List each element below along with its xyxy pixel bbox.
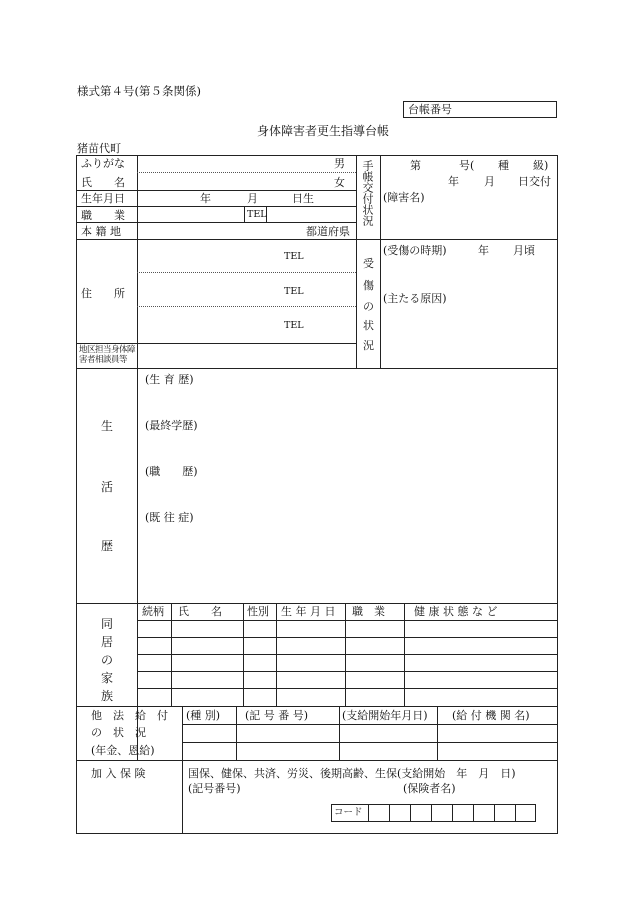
growth-history-label: (生 育 歴) xyxy=(145,373,194,386)
handbook-status-label: 手帳交付状況 xyxy=(361,160,374,226)
injury-month: 月頃 xyxy=(513,244,535,257)
insurance-symbol-label: (記号番号) xyxy=(188,782,241,795)
job-field[interactable] xyxy=(138,207,243,221)
address-tel-2: TEL xyxy=(284,286,304,297)
benefits-header-type: (種 別) xyxy=(186,709,221,722)
handbook-year: 年 xyxy=(448,175,459,188)
life-char-2: 活 xyxy=(101,480,114,494)
birth-month-label: 月 xyxy=(247,192,258,205)
injury-char-4: 状 xyxy=(363,319,374,332)
insurance-label: 加 入 保 険 xyxy=(91,767,146,780)
family-header-health: 健 康 状 態 な ど xyxy=(414,605,498,618)
address-tel-3: TEL xyxy=(284,320,304,331)
address-tel-1: TEL xyxy=(284,251,304,262)
insurer-name-label: (保険者名) xyxy=(403,782,456,795)
ledger-number-box[interactable] xyxy=(403,101,557,118)
benefits-label-3: (年金、恩給) xyxy=(91,744,155,757)
disability-name-label: (障害名) xyxy=(383,191,425,204)
handbook-kyu: 級) xyxy=(533,159,549,172)
sex-male-option[interactable]: 男 xyxy=(334,157,345,170)
life-char-1: 生 xyxy=(101,419,114,433)
injury-char-2: 傷 xyxy=(363,279,374,292)
ledger-number-label: 台帳番号 xyxy=(408,103,452,116)
birth-year-label: 年 xyxy=(200,192,211,205)
occupation-history-label: (職 歴) xyxy=(145,465,198,478)
family-char-3: の xyxy=(101,653,114,667)
family-char-2: 居 xyxy=(101,635,114,649)
family-header-job: 職 業 xyxy=(352,605,385,618)
family-header-birth: 生 年 月 日 xyxy=(281,605,336,618)
life-char-3: 歴 xyxy=(101,539,114,553)
handbook-month: 月 xyxy=(484,175,495,188)
page-title: 身体障害者更生指導台帳 xyxy=(257,124,390,138)
name-label: 氏 名 xyxy=(81,176,125,189)
insurance-types[interactable]: 国保、健保、共済、労災、後期高齢、生保(支給開始 年 月 日) xyxy=(188,767,516,780)
injury-year: 年 xyxy=(478,244,489,257)
birth-day-label: 日生 xyxy=(292,192,314,205)
handbook-shu: 種 xyxy=(498,159,509,172)
prefecture-label: 都道府県 xyxy=(306,225,350,238)
injury-time-label: (受傷の時期) xyxy=(383,244,447,257)
family-header-sex: 性別 xyxy=(247,605,269,618)
form-number: 様式第４号(第５条関係) xyxy=(77,84,201,98)
handbook-issued: 日交付 xyxy=(518,175,551,188)
job-tel-label: TEL xyxy=(247,209,267,220)
life-history-field[interactable] xyxy=(140,385,554,599)
family-header-relation: 続柄 xyxy=(142,605,164,618)
sex-female-option[interactable]: 女 xyxy=(334,176,345,189)
benefits-header-agency: (給 付 機 関 名) xyxy=(452,709,530,722)
family-char-5: 族 xyxy=(101,689,114,703)
district-officer-label: 地区担当身体障害者相談員等 xyxy=(79,345,136,365)
code-label: コード xyxy=(334,807,363,818)
family-header-name: 氏 名 xyxy=(178,605,222,618)
family-char-4: 家 xyxy=(101,671,114,685)
furigana-label: ふりがな xyxy=(81,157,125,170)
handbook-dai: 第 xyxy=(410,159,421,172)
furigana-field[interactable] xyxy=(138,156,328,172)
family-char-1: 同 xyxy=(101,617,114,631)
education-label: (最終学歴) xyxy=(145,419,198,432)
injury-char-3: の xyxy=(363,300,374,313)
address-label: 住 所 xyxy=(81,287,125,300)
job-tel-field[interactable] xyxy=(267,207,355,221)
benefits-header-start: (支給開始年月日) xyxy=(342,709,428,722)
name-field[interactable] xyxy=(138,173,328,189)
medical-history-label: (既 往 症) xyxy=(145,511,194,524)
benefits-header-number: (記 号 番 号) xyxy=(245,709,309,722)
benefits-label-1: 他 法 給 付 xyxy=(91,709,168,722)
handbook-go: 号( xyxy=(459,159,475,172)
injury-char-1: 受 xyxy=(363,257,374,270)
honseki-label: 本 籍 地 xyxy=(81,225,121,238)
benefits-label-2: の 状 況 xyxy=(91,726,146,739)
town-name: 猪苗代町 xyxy=(77,142,121,155)
job-label: 職 業 xyxy=(81,209,125,222)
birth-label: 生年月日 xyxy=(81,192,125,205)
injury-char-5: 況 xyxy=(363,339,374,352)
injury-cause-label: (主たる原因) xyxy=(383,292,447,305)
